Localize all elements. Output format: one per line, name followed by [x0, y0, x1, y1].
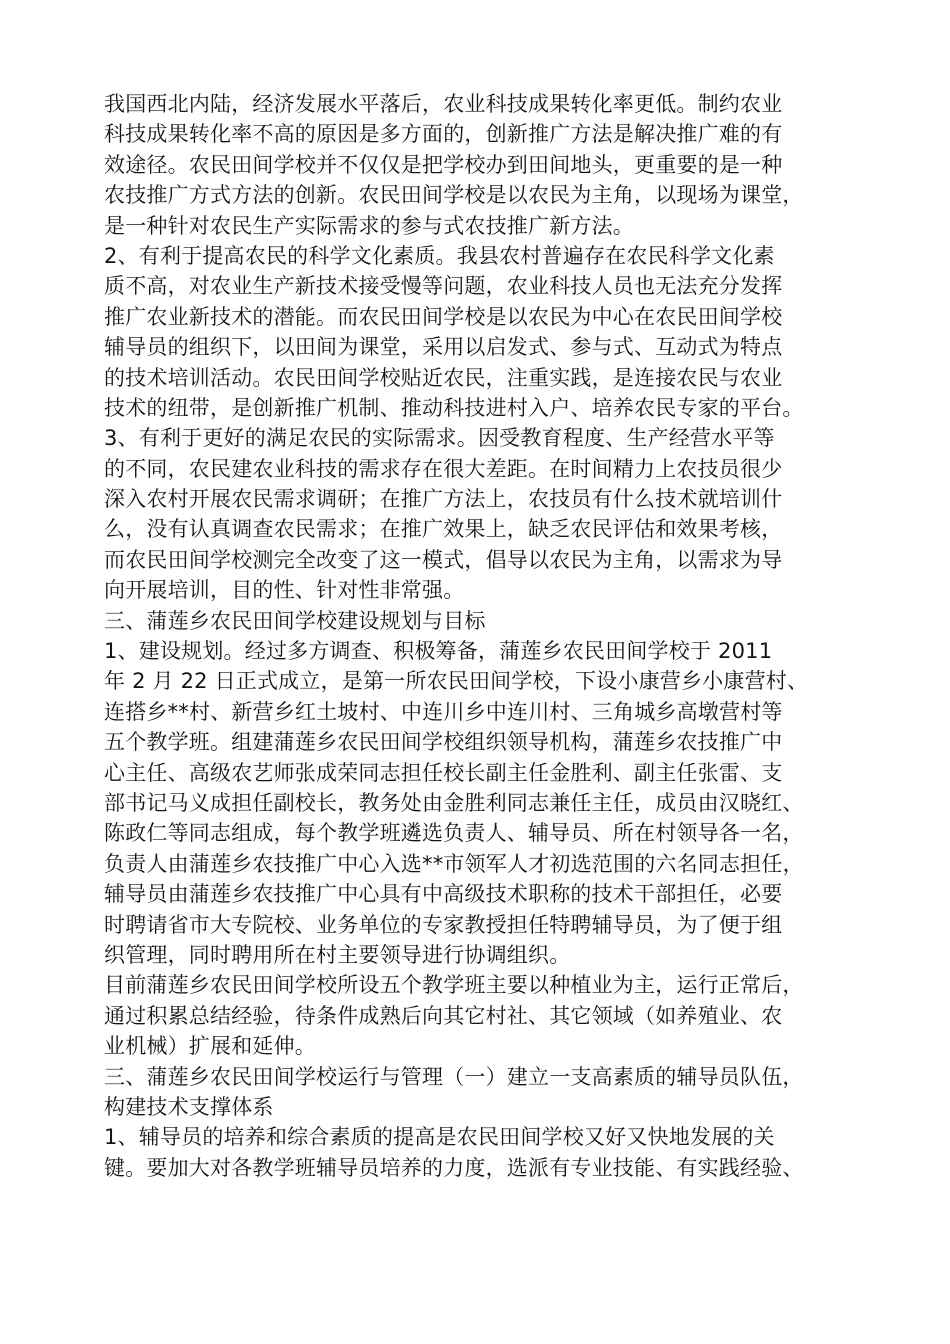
text-line: 五个教学班。组建蒲莲乡农民田间学校组织领导机构，蒲莲乡农技推广中	[104, 730, 783, 755]
text-line: 的不同，农民建农业科技的需求存在很大差距。在时间精力上农技员很少	[104, 456, 783, 481]
text-line: 的技术培训活动。农民田间学校贴近农民，注重实践，是连接农民与农业	[104, 365, 783, 390]
text-line: 业机械）扩展和延伸。	[104, 1034, 316, 1059]
text-line: 负责人由蒲莲乡农技推广中心入选**市领军人才初选范围的六名同志担任，	[104, 851, 804, 876]
text-line: 目前蒲莲乡农民田间学校所设五个教学班主要以种植业为主，运行正常后，	[104, 973, 804, 998]
text-line: 织管理，同时聘用所在村主要领导进行协调组织。	[104, 942, 571, 967]
text-line: 我国西北内陆，经济发展水平落后，农业科技成果转化率更低。制约农业	[104, 92, 783, 116]
text-line: 1、辅导员的培养和综合素质的提高是农民田间学校又好又快地发展的关	[104, 1125, 775, 1150]
text-line: 3、有利于更好的满足农民的实际需求。因受教育程度、生产经营水平等	[104, 426, 775, 451]
text-line: 是一种针对农民生产实际需求的参与式农技推广新方法。	[104, 213, 634, 238]
text-line: 深入农村开展农民需求调研；在推广方法上，农技员有什么技术就培训什	[104, 487, 783, 512]
text-line: 科技成果转化率不高的原因是多方面的，创新推广方法是解决推广难的有	[104, 122, 783, 147]
text-line: 时聘请省市大专院校、业务单位的专家教授担任特聘辅导员，为了便于组	[104, 912, 783, 937]
text-line: 而农民田间学校测完全改变了这一模式，倡导以农民为主角，以需求为导	[104, 547, 783, 572]
text-line: 心主任、高级农艺师张成荣同志担任校长副主任金胜利、副主任张雷、支	[104, 760, 783, 785]
text-line: 辅导员的组织下，以田间为课堂，采用以启发式、参与式、互动式为特点	[104, 335, 783, 360]
text-line: 连搭乡**村、新营乡红土坡村、中连川乡中连川村、三角城乡高墩营村等	[104, 699, 783, 724]
text-line: 农技推广方式方法的创新。农民田间学校是以农民为主角，以现场为课堂，	[104, 183, 804, 208]
text-line: 通过积累总结经验，待条件成熟后向其它村社、其它领域（如养殖业、农	[104, 1003, 783, 1028]
text-line: 么，没有认真调查农民需求；在推广效果上，缺乏农民评估和效果考核，	[104, 517, 783, 542]
text-line: 键。要加大对各教学班辅导员培养的力度，选派有专业技能、有实践经验、	[104, 1155, 804, 1180]
text-line: 辅导员由蒲莲乡农技推广中心具有中高级技术职称的技术干部担任，必要	[104, 882, 783, 907]
section-heading: 三、蒲莲乡农民田间学校运行与管理（一）建立一支高素质的辅导员队伍，	[104, 1064, 804, 1089]
text-line: 2、有利于提高农民的科学文化素质。我县农村普遍存在农民科学文化素	[104, 243, 775, 268]
section-heading: 三、蒲莲乡农民田间学校建设规划与目标	[104, 608, 486, 633]
text-line: 质不高，对农业生产新技术接受慢等问题，农业科技人员也无法充分发挥	[104, 274, 783, 299]
text-line: 向开展培训，目的性、针对性非常强。	[104, 578, 465, 603]
text-line: 推广农业新技术的潜能。而农民田间学校是以农民为中心在农民田间学校	[104, 304, 783, 329]
text-line: 部书记马义成担任副校长，教务处由金胜利同志兼任主任，成员由汉晓红、	[104, 790, 804, 815]
section-heading: 构建技术支撑体系	[104, 1094, 274, 1119]
text-line: 陈政仁等同志组成，每个教学班遴选负责人、辅导员、所在村领导各一名，	[104, 821, 804, 846]
text-line: 技术的纽带，是创新推广机制、推动科技进村入户、培养农民专家的平台。	[104, 395, 804, 420]
text-line: 1、建设规划。经过多方调查、积极筹备，蒲莲乡农民田间学校于 2011	[104, 639, 773, 664]
text-line: 年 2 月 22 日正式成立，是第一所农民田间学校，下设小康营乡小康营村、	[104, 669, 809, 694]
body-text	[104, 89, 874, 1183]
text-line: 效途径。农民田间学校并不仅仅是把学校办到田间地头，更重要的是一种	[104, 152, 783, 177]
